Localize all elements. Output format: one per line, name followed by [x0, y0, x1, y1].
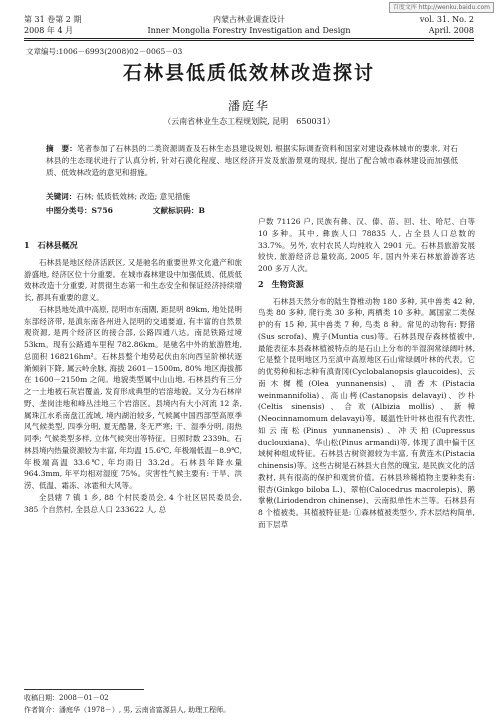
footnotes: [24, 692, 230, 716]
article-number: 文章编号:1006－6993(2008)02－0065－03: [26, 47, 183, 56]
paragraph: 全县辖 7 镇 1 乡, 88 个村民委员会, 4 个社区居民委员会, 385 个自然村, 全县总人口 233622 人, 总: [24, 492, 242, 514]
paragraph: 户数 71126 户, 民族有彝、汉、傣、苗、回、壮、哈尼、白等 10 多种。其中, 彝族人口 78835 人, 占全县人口总数的 33.7%。另外, 农村农民人均纯收入 2901 元。石林县旅游发展较快, 旅游经济总量较高, 2005 年, 国内外来石林旅游游客达 200 多万人次。: [258, 217, 475, 273]
paper-title: 石林县低质低效林改造探讨: [122, 62, 375, 84]
journal-name-cn: 内蒙古林业调查设计: [213, 15, 285, 24]
author-name: 潘庭华: [227, 99, 270, 113]
watermark-badge: 百度文库 http://wenku.baidu.com: [389, 2, 494, 13]
keywords-text: 石林; 低质低效林; 改造; 意见措施: [76, 192, 191, 201]
author-bio: 作者简介：潘庭华（1978－）, 男, 云南省富源县人, 助理工程师。: [24, 706, 231, 714]
header-rule: [24, 38, 474, 41]
paragraph: 石林县地处滇中高原, 昆明市东南隅, 距昆明 89km, 地处昆明东部经济带, 是滇东南各州进入昆明的交通要道, 有丰富的自然景观资源, 是两个经济区的接合部, 公路四通八达。南昆铁路过境 53km。现有公路通车里程 782.86km。是驰名中外的旅游胜地, 总面积 168216hm²。石林县整个地势起伏由东向西呈阶梯状逐渐倾斜下降, 属云岭余脉, 海拔 2601－1500m, 80% 地区海拔都在 1600－2150m 之间。地貌类型属中山山地, 石林县约有三分之一土地被石灰岩覆盖, 发育形成典型的岩溶地貌。又分为石林岸野、垄岗洼地和峰丛洼地三个岩溶区。县境内有大小河流 12 条, 属珠江水系南盘江流域, 境内湖泊较多, 气候属中国西部型高原季风气候类型, 四季分明, 夏无酷暑, 冬无严寒; 干、湿季分明, 雨热同季; 气候类型多样, 立体气候突出等特征。日照时数 2339h。石林县境内热量资源较为丰富, 年均温 15.6℃, 年极端低温－8.9℃, 年极端高温 33.6℃, 年均雨日 33.2d。石林县年降水量 964.3mm, 年平均相对湿度 75%。灾害性气候主要有: 干旱、洪涝、低温、霜冻、冰雹和大风等。: [24, 304, 242, 490]
journal-name-en: Inner Mongolia Forestry Investigation and Design: [147, 26, 351, 35]
author-affiliation: （云南省林业生态工程规划院, 昆明 650031）: [163, 117, 335, 126]
left-column: [24, 236, 242, 515]
clc-number: 中图分类号：S756: [46, 206, 113, 215]
volume-issue: 第 31 卷第 2 期: [24, 15, 82, 24]
paragraph: 石林县天然分布的陆生脊椎动物 180 多种, 其中兽类 42 种, 鸟类 80 多种, 爬行类 30 多种, 两栖类 10 多种。属国家二类保护的有 15 种, 其中兽类 7 种, 鸟类 8 种。常见的动物有: 野猪(Sus scrofa)、麂子(Muntia cus)等。石林县现存森林植被中, 最能表征本县森林植被特点的是石山上分布的半湿润常绿阔叶林, 它是整个昆明地区乃至滇中高原地区石山常绿阔叶林的代表。它的优势种和标志种有滇青冈(Cyclobalanopsis glaucoides)、云南木樨榄(Olea yunnanensis)、清香木(Pistacia weinmannifolia)、高山栲(Castanopsis delavayi)、沙朴(Celtis sinensis)、合欢(Albizia mollis)、新樟(Neocinnamomum delavayi)等。暖温性针叶林也很有代表性, 如云南松(Pinus yunnanensis)、冲天柏(Cupressus duclouxiana)、华山松(Pinus armandi)等, 体现了滇中偏干区域树种组成特征。石林县古树资源较为丰富, 有黄连木(Pistacia chinensis)等。这些古树是石林县大自然的瑰宝, 是民族文化的活教材, 具有很高的保护和观赏价值。石林县珍稀植物主要种类有: 银杏(Ginkgo biloba L.)、翠柏(Calocedrus macrolepis)、鹅掌楸(Liriodendron chinense)、云南拟单性木兰等。石林县有 8 个植被类。其植被特征是: ①森林植被类型少, 乔木层结构简单, 而下层草: [258, 296, 475, 529]
right-column: [258, 216, 475, 531]
classification: [46, 205, 245, 217]
header-center: [24, 14, 474, 36]
header-right: [420, 14, 474, 36]
footnote-rule: [24, 689, 144, 690]
received-date: 收稿日期：2008－01－02: [24, 694, 109, 702]
volume-issue-en: vol. 31. No. 2: [419, 15, 474, 24]
keywords-label: 关键词：: [46, 192, 77, 201]
abstract-label: 摘 要：: [46, 144, 77, 153]
paragraph: 石林县是地区经济活跃区, 又是驰名的重要世界文化遗产和旅游盛地, 经济区位十分重要。在城市森林建设中加强低质、低质低效林改造十分重要, 对贯彻生态第一和生态安全和保证经济持续增长, 都具有重要的意义。: [24, 257, 242, 302]
section-heading-2: 2 生物资源: [258, 278, 304, 289]
issue-date: 2008 年 4 月: [24, 26, 74, 35]
abstract-text: 笔者参加了石林县的二类资源调查及石林生态县建设规划, 根据实际调查资料和国家对建设森林城市的要求, 对石林县的生态现状进行了认真分析, 针对石漠化程度、地区经济开发及旅游景观的现状, 提出了配合城市森林建设而加强低质、低效林改造的意见和措施。: [46, 144, 459, 177]
abstract: [46, 143, 458, 179]
issue-date-en: April. 2008: [428, 26, 474, 35]
document-code: 文献标识码：B: [152, 206, 205, 215]
section-heading-1: 1 石林县概况: [24, 240, 78, 250]
keywords: [46, 191, 458, 203]
